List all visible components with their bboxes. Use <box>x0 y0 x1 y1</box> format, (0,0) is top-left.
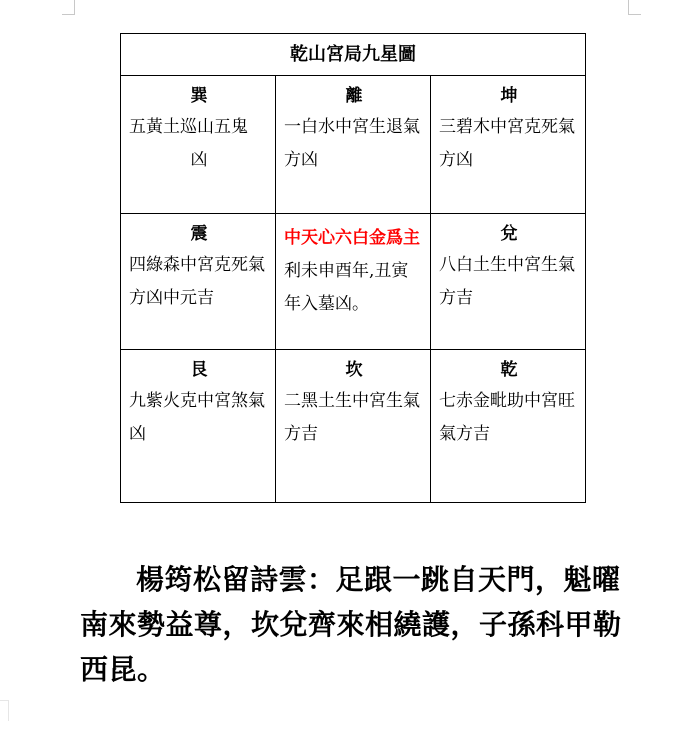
cell-name: 乾 <box>500 360 518 380</box>
cell-name: 離 <box>345 86 363 106</box>
cell-name: 坤 <box>500 86 518 106</box>
cell-name: 震 <box>190 224 208 244</box>
cell-tail: 凶 <box>190 150 208 170</box>
crop-mark-top-right <box>628 0 641 15</box>
cell-text: 八白土生中宮生氣方吉 <box>439 255 575 308</box>
cell-text: 四綠森中宮克死氣方凶中元吉 <box>129 255 265 308</box>
cell-name: 巽 <box>190 86 208 106</box>
cell-qian <box>431 350 586 503</box>
center-star-heading: 中天心六白金爲主 <box>284 228 420 248</box>
cell-li <box>276 76 431 214</box>
cell-text: 五黃土巡山五鬼 <box>129 117 248 137</box>
cell-kan <box>276 350 431 503</box>
cell-text: 一白水中宮生退氣方凶 <box>284 117 420 170</box>
nine-star-table <box>120 33 586 503</box>
cell-name: 坎 <box>345 360 363 380</box>
table-title: 乾山宮局九星圖 <box>121 34 586 76</box>
cell-text: 九紫火克中宮煞氣凶 <box>129 391 265 444</box>
cell-text: 七赤金毗助中宮旺氣方吉 <box>439 391 575 444</box>
poem-paragraph: 楊筠松留詩雲：足跟一跳自天門，魁曜南來勢益尊，坎兌齊來相繞護，子孫科甲勒西昆。 <box>80 563 622 686</box>
cell-kun <box>431 76 586 214</box>
crop-mark-bottom-left <box>0 700 9 721</box>
cell-text: 利未申酉年,丑寅年入墓凶。 <box>284 261 409 314</box>
cell-dui <box>431 214 586 350</box>
cell-center <box>276 214 431 350</box>
cell-xun <box>121 76 276 214</box>
cell-text: 二黑土生中宮生氣方吉 <box>284 391 420 444</box>
cell-name: 艮 <box>190 360 208 380</box>
cell-name: 兌 <box>500 224 518 244</box>
cell-zhen <box>121 214 276 350</box>
cell-text: 三碧木中宮克死氣方凶 <box>439 117 575 170</box>
crop-mark-top-left <box>62 0 75 15</box>
cell-gen <box>121 350 276 503</box>
